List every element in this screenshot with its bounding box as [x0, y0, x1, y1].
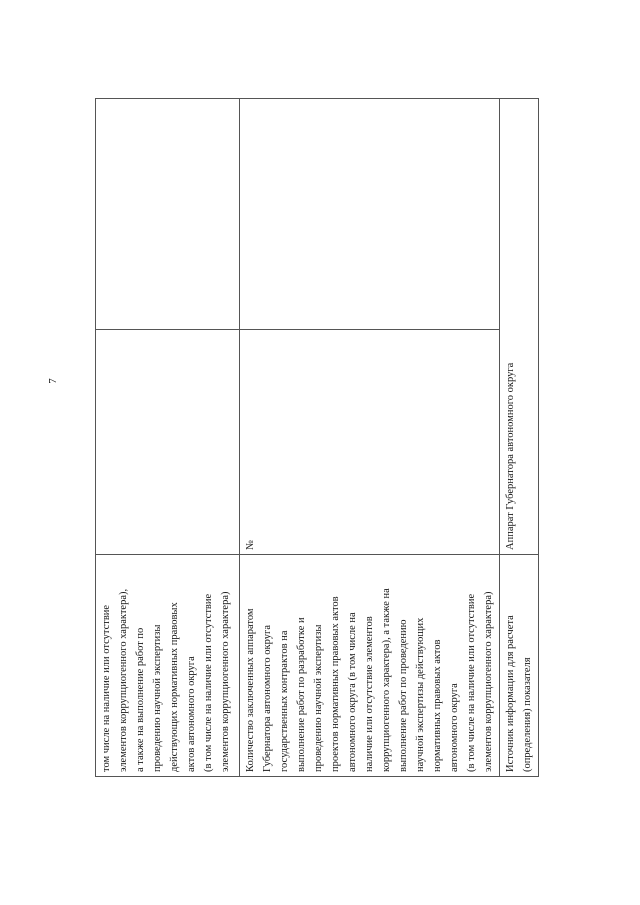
table-row	[96, 99, 240, 777]
table-cell-label	[96, 555, 240, 777]
indicator-table	[95, 99, 533, 777]
row-label: Источник информации для расчета (определения) показателя	[505, 615, 533, 772]
indicator-table-grid	[95, 98, 539, 777]
table-cell-source	[500, 99, 539, 555]
table-cell-label	[500, 555, 539, 777]
table-row	[500, 99, 539, 777]
table-cell-unit	[96, 330, 240, 555]
row-source: Аппарат Губернатора автономного округа	[505, 362, 516, 550]
table-cell-unit	[240, 330, 500, 555]
row-unit: №	[245, 539, 256, 550]
row-label: Количество заключенных аппаратом Губернатора автономного округа государственных контрактов на выполнение работ по разработке и проведению научной экспертизы проектов нормативных правовых актов автономного округа (в том числе на наличие или отсутствие элементов коррупциогенного характера), а также на выполнение работ по проведению научной экспертизы действующих нормативных правовых актов автономного округа (в том числе на наличие или отсутствие элементов коррупциогенного характера)	[245, 588, 494, 772]
row-label: том числе на наличие или отсутствие элементов коррупциогенного характера), а также на выполнение работ по проведению научной экспертизы действующих нормативных правовых актов автономного округа (в том числе на наличие или отсутствие элементов коррупциогенного характера)	[101, 588, 231, 772]
table-cell-value	[240, 99, 500, 330]
page-number: 7	[47, 378, 59, 384]
table-cell-label	[240, 555, 500, 777]
table-cell-value	[96, 99, 240, 330]
table-row	[240, 99, 500, 777]
